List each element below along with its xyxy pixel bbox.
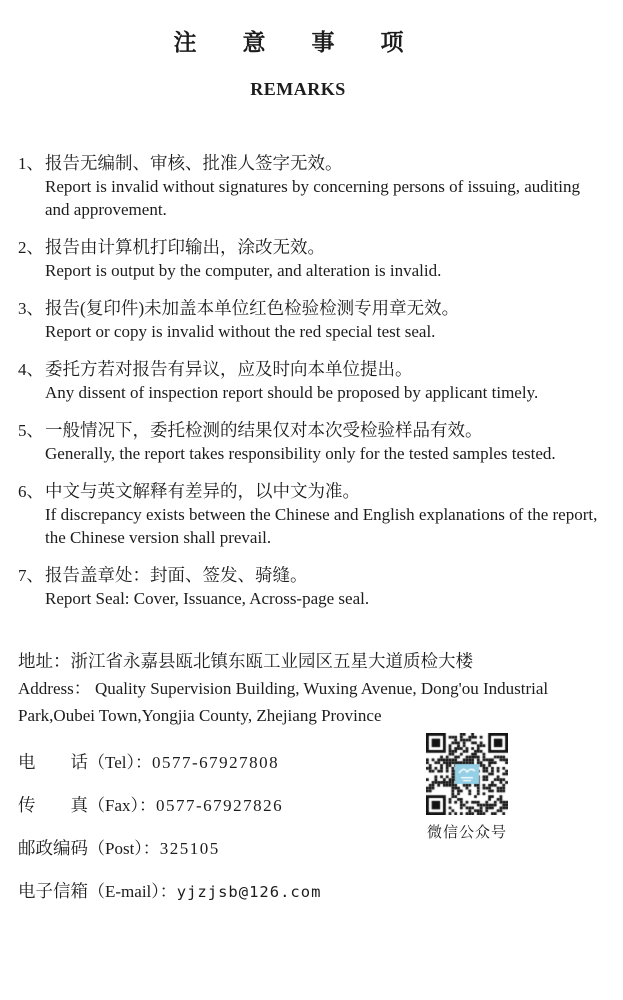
remark-text-en: Report is output by the computer, and alteration is invalid. <box>45 261 442 280</box>
telephone-number: 0577-67927808 <box>151 753 280 772</box>
remark-text-cn: 报告盖章处：封面、签发、骑缝。 <box>45 565 308 585</box>
remark-text-en: Report Seal: Cover, Issuance, Across-page seal. <box>45 589 370 608</box>
remark-item-texts <box>45 419 601 465</box>
remark-text-cn: 中文与英文解释有差异的，以中文为准。 <box>45 481 360 501</box>
remark-item-texts <box>45 152 601 221</box>
remark-item-3 <box>18 297 605 343</box>
remark-text-en: Any dissent of inspection report should be proposed by applicant timely. <box>45 383 539 402</box>
telephone-label-cn: 电 话 <box>18 752 88 772</box>
remark-item-texts <box>45 297 601 343</box>
remark-text-cn: 委托方若对报告有异议，应及时向本单位提出。 <box>45 359 413 379</box>
remark-text-en: Report or copy is invalid without the red special test seal. <box>45 322 436 341</box>
wechat-qr-label: 微信公众号 <box>426 825 507 841</box>
remark-text-en: If discrepancy exists between the Chinese and English explanations of the report, the Chinese version shall prevail. <box>45 505 598 547</box>
remark-text-cn: 报告无编制、审核、批准人签字无效。 <box>45 153 343 173</box>
fax-label-cn: 传 真 <box>18 795 88 815</box>
remark-text-en: Report is invalid without signatures by concerning persons of issuing, auditing and approvement. <box>45 177 580 219</box>
email-label-en: （E-mail）： <box>88 882 177 901</box>
remark-item-texts <box>45 480 601 549</box>
remark-item-2 <box>18 236 605 282</box>
remarks-list <box>18 152 605 610</box>
remark-text-en: Generally, the report takes responsibility only for the tested samples tested. <box>45 444 556 463</box>
email-line <box>18 880 605 904</box>
page-title-chinese: 注意事项 <box>173 30 450 55</box>
fax-line <box>18 794 605 817</box>
remark-text-cn: 报告由计算机打印输出，涂改无效。 <box>45 237 325 257</box>
email-label-cn: 电子信箱 <box>18 881 88 901</box>
telephone-label-en: （Tel）： <box>88 753 152 772</box>
remark-item-number: 7、 <box>18 566 44 585</box>
footer-contact-block <box>18 648 605 904</box>
remark-item-number: 6、 <box>18 482 44 501</box>
remark-item-texts <box>45 358 601 404</box>
address-english: Address： Quality Supervision Building, Wuxing Avenue, Dong'ou Industrial Park,Oubei Town,Yongjia County, Zhejiang Province <box>18 679 549 725</box>
address-block <box>18 648 596 729</box>
remark-item-texts <box>45 564 601 610</box>
postcode-value: 325105 <box>159 839 220 858</box>
wechat-qr-block <box>421 733 513 842</box>
address-chinese: 地址：浙江省永嘉县瓯北镇东瓯工业园区五星大道质检大楼 <box>18 651 473 671</box>
postcode-label-en: （Post）： <box>88 839 160 858</box>
remark-item-1 <box>18 152 605 221</box>
remark-item-number: 1、 <box>18 154 44 173</box>
remark-item-6 <box>18 480 605 549</box>
contact-lines <box>18 751 605 904</box>
postcode-label-cn: 邮政编码 <box>18 838 88 858</box>
remark-item-number: 4、 <box>18 360 44 379</box>
fax-number: 0577-67927826 <box>156 796 284 815</box>
wechat-qr-code <box>426 733 508 815</box>
remark-item-7 <box>18 564 605 610</box>
postcode-line <box>18 837 605 860</box>
telephone-line <box>18 751 605 774</box>
page-title-english: REMARKS <box>250 79 346 99</box>
fax-label-en: （Fax）： <box>88 796 156 815</box>
remark-item-5 <box>18 419 605 465</box>
remark-item-texts <box>45 236 601 282</box>
remark-text-cn: 报告(复印件)未加盖本单位红色检验检测专用章无效。 <box>45 298 460 318</box>
remark-item-4 <box>18 358 605 404</box>
remark-item-number: 3、 <box>18 299 44 318</box>
remark-item-number: 2、 <box>18 238 44 257</box>
remark-item-number: 5、 <box>18 421 44 440</box>
email-address: yjzjsb@126.com <box>176 883 322 901</box>
remark-text-cn: 一般情况下，委托检测的结果仅对本次受检验样品有效。 <box>45 420 483 440</box>
